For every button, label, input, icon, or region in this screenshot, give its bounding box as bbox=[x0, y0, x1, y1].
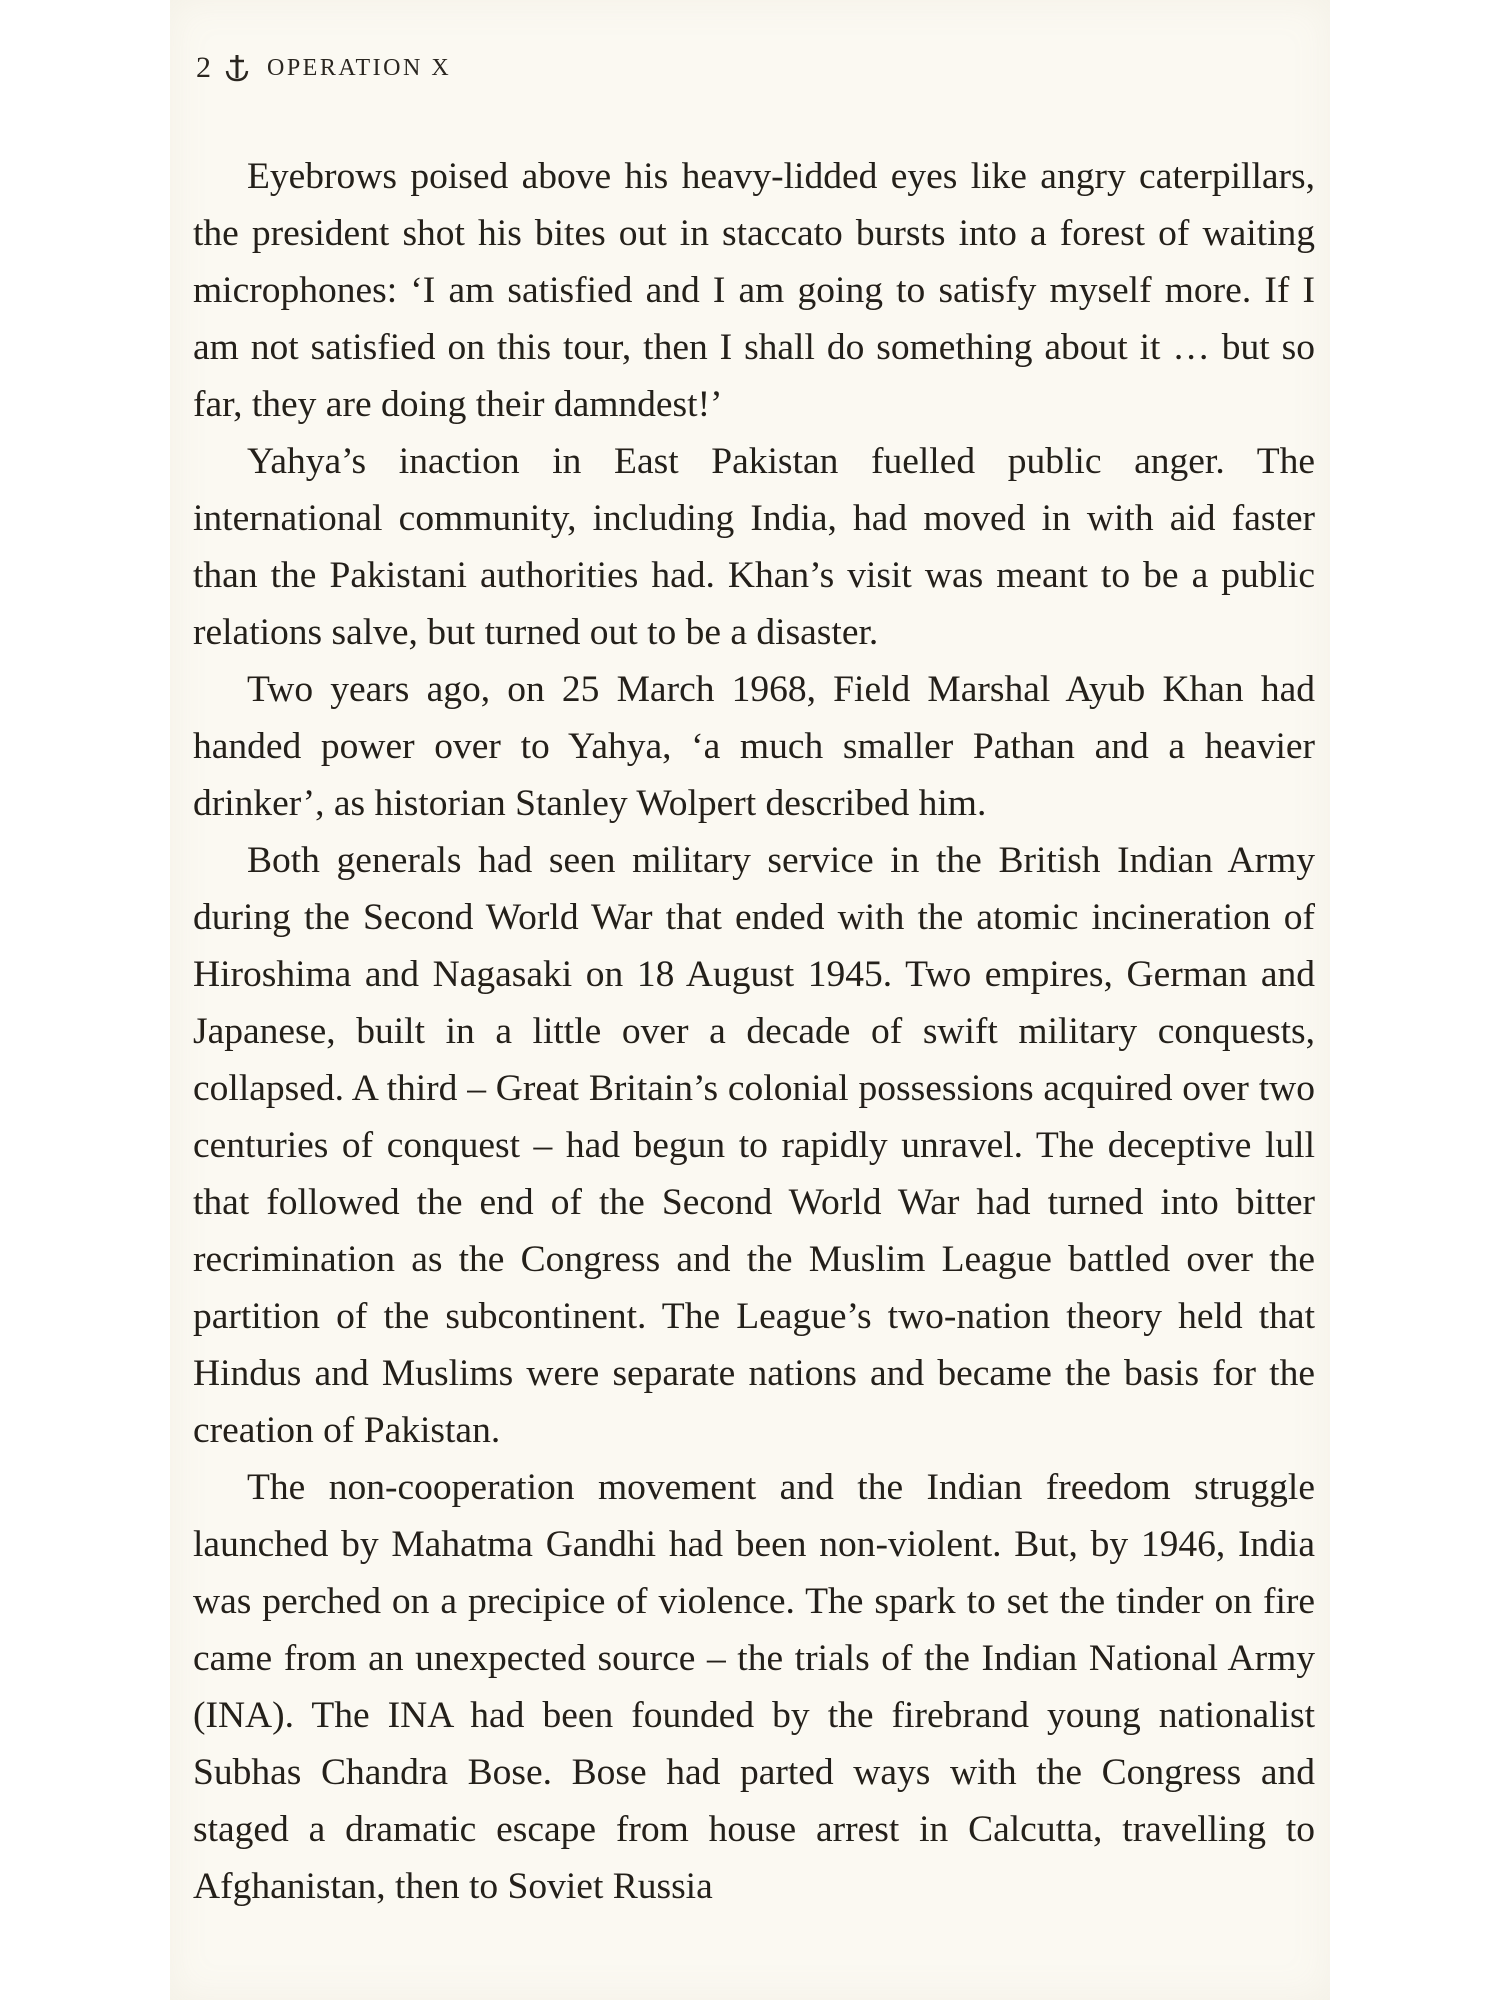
paragraph-2: Yahya’s inaction in East Pakistan fuelled public anger. The international community, including India, had moved in with aid faster than the Pakistani authorities had. Khan’s visit was meant to be a public relations salve, but turned out to be a disaster. bbox=[193, 441, 1315, 653]
anchor-icon bbox=[225, 52, 249, 84]
paragraph-5: The non-cooperation movement and the Indian freedom struggle launched by Mahatma Gandhi had been non-violent. But, by 1946, India was perched on a precipice of violence. The spark to set the tinder on fire came from an unexpected source – the trials of the Indian National Army (INA). The INA had been founded by the firebrand young nationalist Subhas Chandra Bose. Bose had parted ways with the Congress and staged a dramatic escape from house arrest in Calcutta, travelling to Afghanistan, then to Soviet Russia bbox=[193, 1467, 1315, 1907]
body-text bbox=[193, 148, 1315, 1915]
paragraph-3: Two years ago, on 25 March 1968, Field Marshal Ayub Khan had handed power over to Yahya, ‘a much smaller Pathan and a heavier drinker’, as historian Stanley Wolpert described him. bbox=[193, 669, 1315, 824]
chapter-title: OPERATION X bbox=[267, 54, 452, 81]
running-head bbox=[196, 48, 451, 88]
paragraph-1: Eyebrows poised above his heavy-lidded eyes like angry caterpillars, the president shot his bites out in staccato bursts into a forest of waiting microphones: ‘I am satisfied and I am going to satisfy myself more. If I am not satisfied on this tour, then I shall do something about it … but so far, they are doing their damndest!’ bbox=[193, 156, 1315, 425]
page-number: 2 bbox=[196, 51, 211, 84]
paragraph-4: Both generals had seen military service in the British Indian Army during the Second World War that ended with the atomic incineration of Hiroshima and Nagasaki on 18 August 1945. Two empires, German and Japanese, built in a little over a decade of swift military conquests, collapsed. A third – Great Britain’s colonial possessions acquired over two centuries of conquest – had begun to rapidly unravel. The deceptive lull that followed the end of the Second World War had turned into bitter recrimination as the Congress and the Muslim League battled over the partition of the subcontinent. The League’s two-nation theory held that Hindus and Muslims were separate nations and became the basis for the creation of Pakistan. bbox=[193, 840, 1315, 1451]
